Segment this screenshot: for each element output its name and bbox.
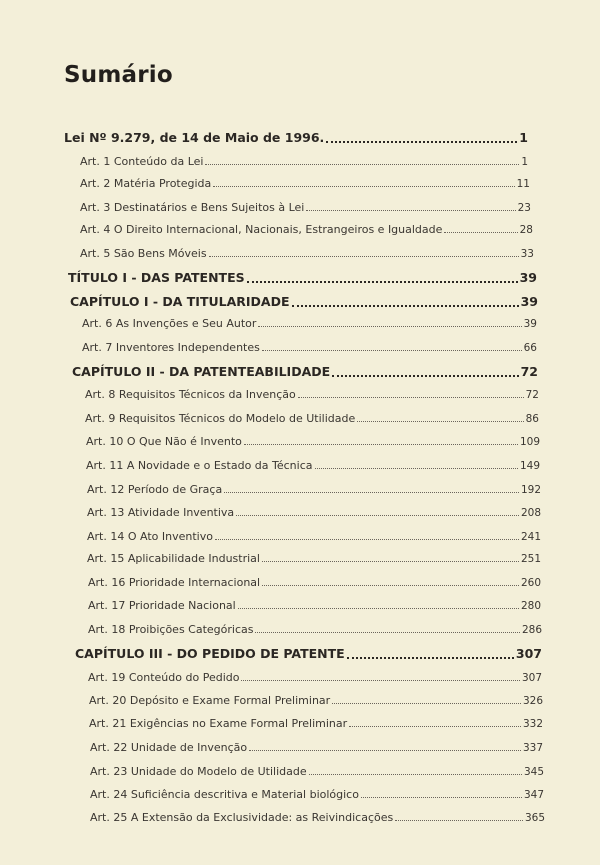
toc-entry-label: Art. 3 Destinatários e Bens Sujeitos à Lei	[80, 201, 305, 214]
toc-section-row	[72, 366, 538, 379]
toc-entry-page: 86	[525, 412, 539, 425]
toc-entry-page: 66	[523, 341, 537, 354]
dot-leader	[205, 164, 519, 165]
toc-article-row	[80, 178, 530, 189]
toc-entry-label: Art. 17 Prioridade Nacional	[88, 599, 236, 612]
dot-leader	[357, 421, 523, 422]
toc-article-row	[88, 624, 542, 635]
toc-article-row	[82, 342, 537, 353]
toc-article-row	[80, 248, 534, 259]
toc-entry-page: 347	[523, 788, 544, 801]
dot-leader	[292, 305, 519, 307]
toc-article-row	[90, 766, 544, 777]
toc-entry-label: Art. 21 Exigências no Exame Formal Preliminar	[89, 717, 348, 730]
toc-entry-label: Art. 7 Inventores Independentes	[82, 341, 260, 354]
toc-article-row	[88, 600, 541, 611]
toc-section-row	[75, 648, 542, 661]
toc-entry-label: Art. 4 O Direito Internacional, Nacionais, Estrangeiros e Igualdade	[80, 223, 443, 236]
dot-leader	[241, 680, 519, 681]
toc-article-row	[87, 507, 541, 518]
toc-article-row	[87, 531, 541, 542]
toc-entry-page: 332	[522, 717, 543, 730]
toc-entry-page: 23	[517, 201, 531, 214]
dot-leader	[247, 281, 518, 283]
dot-leader	[309, 774, 522, 775]
dot-leader	[262, 585, 519, 586]
toc-entry-page: 241	[520, 530, 541, 543]
toc-entry-page: 260	[520, 576, 541, 589]
toc-entry-page: 251	[520, 552, 541, 565]
toc-article-row	[80, 224, 533, 235]
dot-leader	[215, 539, 519, 540]
toc-article-row	[90, 789, 544, 800]
toc-entry-page: 1	[519, 130, 528, 145]
toc-article-row	[80, 156, 528, 167]
toc-entry-label: Art. 5 São Bens Móveis	[80, 247, 207, 260]
dot-leader	[395, 820, 523, 821]
toc-entry-label: Art. 16 Prioridade Internacional	[88, 576, 261, 589]
toc-section-row	[70, 296, 538, 309]
dot-leader	[213, 186, 514, 187]
toc-entry-page: 192	[520, 483, 541, 496]
page-title: Sumário	[64, 62, 173, 88]
toc-entry-page: 307	[515, 646, 542, 661]
toc-entry-page: 345	[523, 765, 544, 778]
toc-article-row	[88, 577, 541, 588]
toc-entry-label: Art. 6 As Invenções e Seu Autor	[82, 317, 257, 330]
toc-article-row	[89, 718, 543, 729]
toc-entry-label: Art. 10 O Que Não é Invento	[86, 435, 242, 448]
toc-entry-page: 337	[522, 741, 543, 754]
toc-entry-label: Art. 18 Proibições Categóricas	[88, 623, 254, 636]
toc-entry-label: Art. 19 Conteúdo do Pedido	[88, 671, 240, 684]
dot-leader	[236, 515, 519, 516]
toc-entry-label: Art. 11 A Novidade e o Estado da Técnica	[86, 459, 313, 472]
toc-entry-page: 1	[521, 155, 528, 168]
toc-entry-label: CAPÍTULO I - DA TITULARIDADE	[70, 294, 290, 309]
dot-leader	[262, 561, 519, 562]
toc-entry-page: 109	[519, 435, 540, 448]
toc-article-row	[90, 742, 543, 753]
dot-leader	[306, 210, 515, 211]
toc-article-row	[85, 413, 539, 424]
toc-entry-page: 28	[519, 223, 533, 236]
toc-article-row	[87, 553, 541, 564]
toc-entry-label: Art. 23 Unidade do Modelo de Utilidade	[90, 765, 307, 778]
toc-article-row	[80, 202, 531, 213]
toc-article-row	[87, 484, 541, 495]
toc-entry-page: 39	[520, 294, 538, 309]
toc-entry-page: 326	[522, 694, 543, 707]
toc-entry-label: Art. 25 A Extensão da Exclusividade: as Reivindicações	[90, 811, 394, 824]
dot-leader	[326, 141, 517, 143]
dot-leader	[255, 632, 519, 633]
toc-article-row	[86, 460, 540, 471]
toc-entry-label: Art. 1 Conteúdo da Lei	[80, 155, 204, 168]
dot-leader	[361, 797, 522, 798]
toc-entry-page: 11	[516, 177, 530, 190]
toc-section-row	[68, 272, 537, 285]
toc-entry-label: Lei Nº 9.279, de 14 de Maio de 1996.	[64, 130, 325, 145]
toc-article-row	[82, 318, 537, 329]
toc-entry-label: Art. 15 Aplicabilidade Industrial	[87, 552, 260, 565]
toc-entry-page: 208	[520, 506, 541, 519]
toc-entry-page: 365	[524, 811, 545, 824]
toc-entry-label: Art. 13 Atividade Inventiva	[87, 506, 235, 519]
toc-section-row	[64, 132, 528, 145]
toc-entry-label: Art. 12 Período de Graça	[87, 483, 223, 496]
dot-leader	[209, 256, 519, 257]
dot-leader	[262, 350, 522, 351]
toc-entry-label: Art. 24 Suficiência descritiva e Material biológico	[90, 788, 359, 801]
toc-entry-label: Art. 20 Depósito e Exame Formal Preliminar	[89, 694, 331, 707]
toc-entry-page: 33	[520, 247, 534, 260]
dot-leader	[298, 397, 524, 398]
dot-leader	[349, 726, 521, 727]
toc-entry-label: Art. 14 O Ato Inventivo	[87, 530, 213, 543]
dot-leader	[332, 375, 518, 377]
dot-leader	[347, 657, 514, 659]
dot-leader	[258, 326, 521, 327]
toc-entry-page: 39	[523, 317, 537, 330]
toc-entry-label: Art. 2 Matéria Protegida	[80, 177, 212, 190]
dot-leader	[224, 492, 519, 493]
toc-article-row	[88, 672, 542, 683]
dot-leader	[238, 608, 519, 609]
dot-leader	[244, 444, 518, 445]
toc-entry-page: 39	[519, 270, 537, 285]
dot-leader	[444, 232, 517, 233]
dot-leader	[315, 468, 518, 469]
toc-entry-page: 72	[525, 388, 539, 401]
toc-entry-page: 149	[519, 459, 540, 472]
toc-entry-page: 307	[521, 671, 542, 684]
toc-article-row	[86, 436, 540, 447]
toc-entry-page: 280	[520, 599, 541, 612]
toc-entry-label: CAPÍTULO II - DA PATENTEABILIDADE	[72, 364, 331, 379]
toc-entry-page: 286	[521, 623, 542, 636]
toc-article-row	[85, 389, 539, 400]
dot-leader	[332, 703, 521, 704]
dot-leader	[249, 750, 521, 751]
toc-entry-label: Art. 9 Requisitos Técnicos do Modelo de Utilidade	[85, 412, 356, 425]
toc-article-row	[89, 695, 543, 706]
toc-entry-page: 72	[520, 364, 538, 379]
toc-entry-label: Art. 22 Unidade de Invenção	[90, 741, 248, 754]
toc-article-row	[90, 812, 545, 823]
toc-entry-label: CAPÍTULO III - DO PEDIDO DE PATENTE	[75, 646, 345, 661]
toc-entry-label: TÍTULO I - DAS PATENTES	[68, 270, 245, 285]
toc-entry-label: Art. 8 Requisitos Técnicos da Invenção	[85, 388, 296, 401]
